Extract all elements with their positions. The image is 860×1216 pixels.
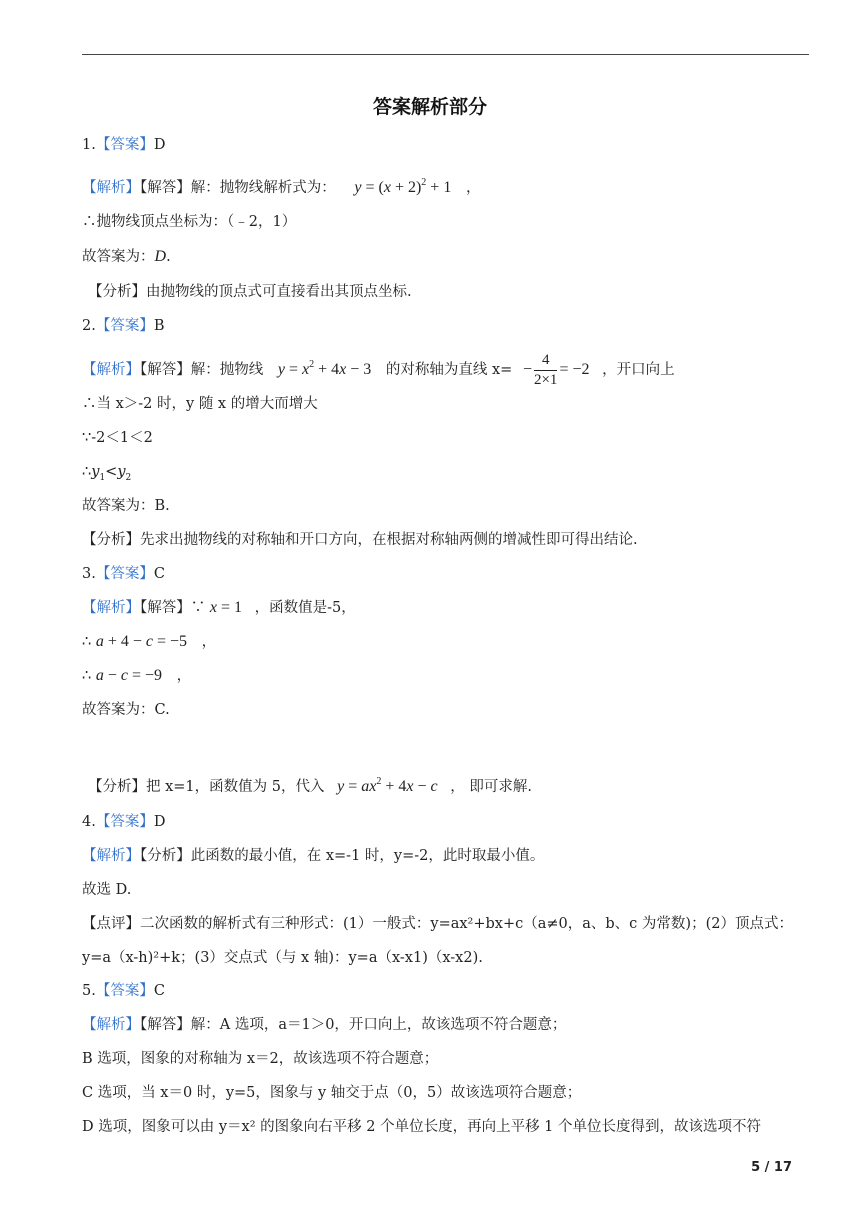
q3-comma-1: ， <box>201 634 217 650</box>
q4-answer: D <box>153 814 166 830</box>
q3-therefore-2: ∴ <box>82 668 92 684</box>
review-tag: 【点评】 <box>82 916 140 932</box>
q3-fenxi-equation: $y = ax^2 + 4x - c$ <box>337 776 438 795</box>
q1-conclusion-period: . <box>166 249 171 265</box>
q3-x-equation: x = 1 <box>209 599 242 616</box>
q5-option-c: C 选项，当 x＝0 时，y=5，图象与 y 轴交于点（0，5）故该选项符合题意； <box>82 1085 582 1101</box>
solution-tag: 【解答】 <box>140 600 191 616</box>
q2-fenxi-line <box>82 529 638 551</box>
analysis-tag: 【解析】 <box>82 180 140 196</box>
q2-solution-text: 解：抛物线 <box>190 362 264 378</box>
q3-solution-text: ，函数值是-5， <box>254 600 356 616</box>
analysis-tag: 【解析】 <box>82 848 140 864</box>
q1-conclusion-value: D <box>154 248 167 265</box>
fenxi-tag: 【分析】 <box>88 779 146 795</box>
q3-number: 3. <box>82 566 96 582</box>
q2-fraction-denominator: 2×1 <box>533 371 558 388</box>
q2-increase-line: ∴当 x＞-2 时，y 随 x 的增大而增大 <box>82 396 318 412</box>
q3-therefore-1: ∴ <box>82 634 92 650</box>
q5-option-a: 解：A 选项，a＝1＞0，开口向上，故该选项不符合题意； <box>190 1017 567 1033</box>
q4-conclusion-line: 故选 D. <box>82 882 132 898</box>
page-number: 5 / 17 <box>751 1160 792 1175</box>
q4-review-line-1 <box>82 913 793 935</box>
q2-fraction-numerator: 4 <box>534 351 557 371</box>
q2-compare-line: $\therefore y_1<y_2$ <box>82 464 132 483</box>
solution-tag: 【解答】 <box>140 1017 191 1033</box>
analysis-tag: 【解析】 <box>82 1017 140 1033</box>
q3-fenxi-tail: ， 即可求解. <box>450 779 532 795</box>
q3-fenxi-text: 把 x=1，函数值为 5，代入 <box>146 779 325 795</box>
answer-tag: 【答案】 <box>95 983 154 999</box>
fenxi-tag: 【分析】 <box>140 848 191 864</box>
q3-conclusion-line: 故答案为：C. <box>82 702 170 718</box>
q2-axis-value: = −2 <box>559 361 590 378</box>
q4-fenxi-text: 此函数的最小值，在 x=-1 时，y=-2，此时取最小值。 <box>190 848 545 864</box>
analysis-tag: 【解析】 <box>82 362 140 378</box>
q3-comma-2: ， <box>176 668 192 684</box>
answer-tag: 【答案】 <box>95 318 154 334</box>
q5-option-b: B 选项，图象的对称轴为 x＝2，故该选项不符合题意； <box>82 1051 439 1067</box>
q4-fenxi-line <box>82 845 544 867</box>
solution-tag: 【解答】 <box>140 180 191 196</box>
header-rule <box>82 54 809 55</box>
q5-solution-line <box>82 1014 566 1036</box>
q4-review-text-1: 二次函数的解析式有三种形式：(1）一般式：y=ax²+bx+c（a≠0，a、b、c 为常数)；(2）顶点式： <box>140 916 793 932</box>
q4-number: 4. <box>82 814 96 830</box>
q2-number: 2. <box>82 318 96 334</box>
q5-answer: C <box>153 983 165 999</box>
solution-tag: 【解答】 <box>140 362 191 378</box>
page-heading: 答案解析部分 <box>372 96 487 118</box>
q2-answer-line <box>82 315 165 337</box>
q5-option-d: D 选项，图象可以由 y＝x² 的图象向右平移 2 个单位长度，再向上平移 1 个单位长度得到，故该选项不符 <box>82 1119 762 1135</box>
q1-fenxi-line <box>88 281 412 303</box>
q3-answer-line <box>82 563 165 585</box>
q2-opening-text: ，开口向上 <box>602 362 675 378</box>
q2-fraction <box>534 351 557 390</box>
q1-conclusion-line <box>82 246 171 268</box>
answer-tag: 【答案】 <box>95 566 154 582</box>
q1-answer: D <box>153 137 166 153</box>
q2-solution-line <box>82 344 675 391</box>
q4-review-line-2: y=a（x-h)²+k；(3）交点式（与 x 轴)：y=a（x-x1)（x-x2). <box>82 950 483 966</box>
q3-equation-2: a − c = −9 <box>95 667 163 684</box>
q2-fenxi-text: 先求出抛物线的对称轴和开口方向，在根据对称轴两侧的增减性即可得出结论. <box>140 532 638 548</box>
q4-answer-line <box>82 811 165 833</box>
q1-solution-line <box>82 172 480 199</box>
q3-equation1-line <box>82 631 216 653</box>
q2-minus-sign: − <box>522 361 532 378</box>
q1-answer-line <box>82 134 165 156</box>
q3-solution-line <box>82 597 356 619</box>
q3-equation-1: a + 4 − c = −5 <box>95 633 188 650</box>
q2-parabola-equation: $y = x^2 + 4x - 3$ <box>277 359 372 378</box>
fenxi-tag: 【分析】 <box>88 284 146 300</box>
q1-number: 1. <box>82 137 96 153</box>
q2-answer: B <box>153 318 165 334</box>
q1-fenxi-text: 由抛物线的顶点式可直接看出其顶点坐标. <box>146 284 412 300</box>
answer-tag: 【答案】 <box>95 137 154 153</box>
q1-solution-text: 解：抛物线解析式为： <box>190 180 336 196</box>
analysis-tag: 【解析】 <box>82 600 140 616</box>
q2-conclusion-line: 故答案为：B. <box>82 498 170 514</box>
q1-conclusion-text: 故答案为： <box>82 249 155 265</box>
q1-vertex-line: ∴抛物线顶点坐标为：（﹣2，1） <box>82 214 297 230</box>
q1-comma: ， <box>465 180 481 196</box>
q3-equation2-line <box>82 665 191 687</box>
q5-answer-line <box>82 980 165 1002</box>
q2-axis-text: 的对称轴为直线 x= <box>385 362 513 378</box>
q2-inequality-line: ∵-2＜1＜2 <box>82 430 153 446</box>
q1-parabola-equation: $y = (x + 2)^2 + 1$ <box>354 177 452 196</box>
q5-number: 5. <box>82 983 96 999</box>
q3-fenxi-line <box>88 771 532 798</box>
q3-because: ∵ <box>190 600 206 616</box>
q3-answer: C <box>153 566 165 582</box>
fenxi-tag: 【分析】 <box>82 532 140 548</box>
answer-tag: 【答案】 <box>95 814 154 830</box>
